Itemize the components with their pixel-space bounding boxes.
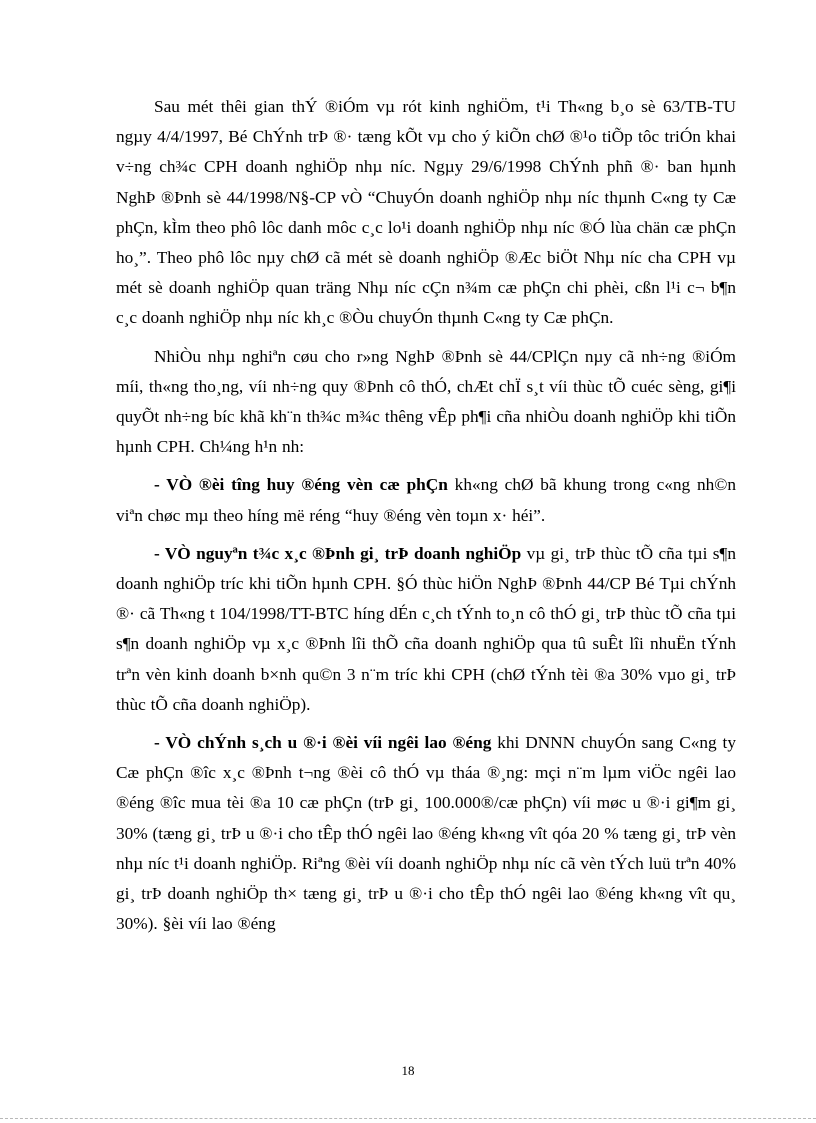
paragraph-3 <box>116 470 736 530</box>
paragraph-4 <box>116 539 736 720</box>
paragraph-text: Sau mét thêi gian thÝ ®iÓm vµ rót kinh nghiÖm, t¹i Th«ng b¸o sè 63/TB-TU ngµy 4/4/1997, Bé ChÝnh trÞ ®· tæng kÕt vµ cho ý kiÕn chØ ®¹o tiÕp tôc triÓn khai v÷ng ch¾c CPH doanh nghiÖp nhµ níc. Ngµy 29/6/1998 ChÝnh phñ ®· ban hµnh NghÞ ®Þnh sè 44/1998/N§-CP vÒ “ChuyÓn doanh nghiÖp nhµ níc thµnh C«ng ty Cæ phÇn, kÌm theo phô lôc danh môc c¸c lo¹i doanh nghiÖp nhµ níc ®Ó lùa chän cæ phÇn ho¸”. Theo phô lôc nµy chØ cã mét sè doanh nghiÖp ®Æc biÖt Nhµ níc cha CPH vµ mét sè doanh nghiÖp quan träng Nhµ níc cÇn n¾m cæ phÇn chi phèi, cßn l¹i c¬ b¶n c¸c doanh nghiÖp nhµ níc kh¸c ®Òu chuyÓn thµnh C«ng ty Cæ phÇn. <box>116 97 736 328</box>
paragraph-5 <box>116 728 736 939</box>
body-text <box>116 92 736 947</box>
paragraph-lead: - VÒ ®èi tîng huy ®éng vèn cæ phÇn <box>154 475 448 495</box>
paragraph-text: khi DNNN chuyÓn sang C«ng ty Cæ phÇn ®îc x¸c ®Þnh t¬ng ®èi cô thÓ vµ tháa ®¸ng: mçi n¨m lµm viÖc ngêi lao ®éng ®îc mua tèi ®a 10 cæ phÇn (trÞ gi¸ 100.000®/cæ phÇn) víi møc u ®·i gi¶m gi¸ 30% (tæng gi¸ trÞ u ®·i cho tÊp thÓ ngêi lao ®éng kh«ng vît qóa 20 % tæng gi¸ trÞ vèn nhµ níc t¹i doanh nghiÖp. Riªng ®èi víi doanh nghiÖp nhµ níc cã vèn tÝch luü trªn 40% gi¸ trÞ doanh nghiÖp th× tæng gi¸ trÞ u ®·i cho tÊp thÓ ngêi lao ®éng kh«ng vît qu¸ 30%). §èi víi lao ®éng <box>116 733 736 934</box>
paragraph-2 <box>116 342 736 463</box>
paragraph-text: NhiÒu nhµ nghiªn cøu cho r»ng NghÞ ®Þnh sè 44/CPlÇn nµy cã nh÷ng ®iÓm míi, th«ng tho¸ng, víi nh÷ng quy ®Þnh cô thÓ, chÆt chÏ s¸t víi thùc tÕ cuéc sèng, gi¶i quyÕt nh÷ng bíc khã kh¨n th¾c m¾c thêng vÊp ph¶i cña nhiÒu doanh nghiÖp khi tiÕn hµnh CPH. Ch¼ng h¹n nh: <box>116 346 736 457</box>
paragraph-lead: - VÒ nguyªn t¾c x¸c ®Þnh gi¸ trÞ doanh nghiÖp <box>154 543 522 563</box>
paragraph-lead: - VÒ chÝnh s¸ch u ®·i ®èi víi ngêi lao ®éng <box>154 733 492 753</box>
paragraph-1 <box>116 92 736 334</box>
paragraph-text: vµ gi¸ trÞ thùc tÕ cña tµi s¶n doanh nghiÖp tríc khi tiÕn hµnh CPH. §Ó thùc hiÖn NghÞ ®Þnh 44/CP Bé Tµi chÝnh ®· cã Th«ng t 104/1998/TT-BTC híng dÉn c¸ch tÝnh to¸n cô thÓ gi¸ trÞ thùc tÕ cña tµi s¶n doanh nghiÖp vµ x¸c ®Þnh lîi thÕ cña doanh nghiÖp qua tû suÊt lîi nhuËn tÝnh trªn vèn kinh doanh b×nh qu©n 3 n¨m tríc khi CPH (chØ tÝnh tèi ®a 30% vµo gi¸ trÞ thùc tÕ cña doanh nghiÖp). <box>116 543 736 714</box>
page-number: 18 <box>401 1063 415 1078</box>
page-divider <box>0 1118 816 1119</box>
paragraph-text: kh«ng chØ bã khung trong c«ng nh©n viªn chøc mµ theo híng më réng “huy ®éng vèn toµn x· héi”. <box>116 475 736 525</box>
